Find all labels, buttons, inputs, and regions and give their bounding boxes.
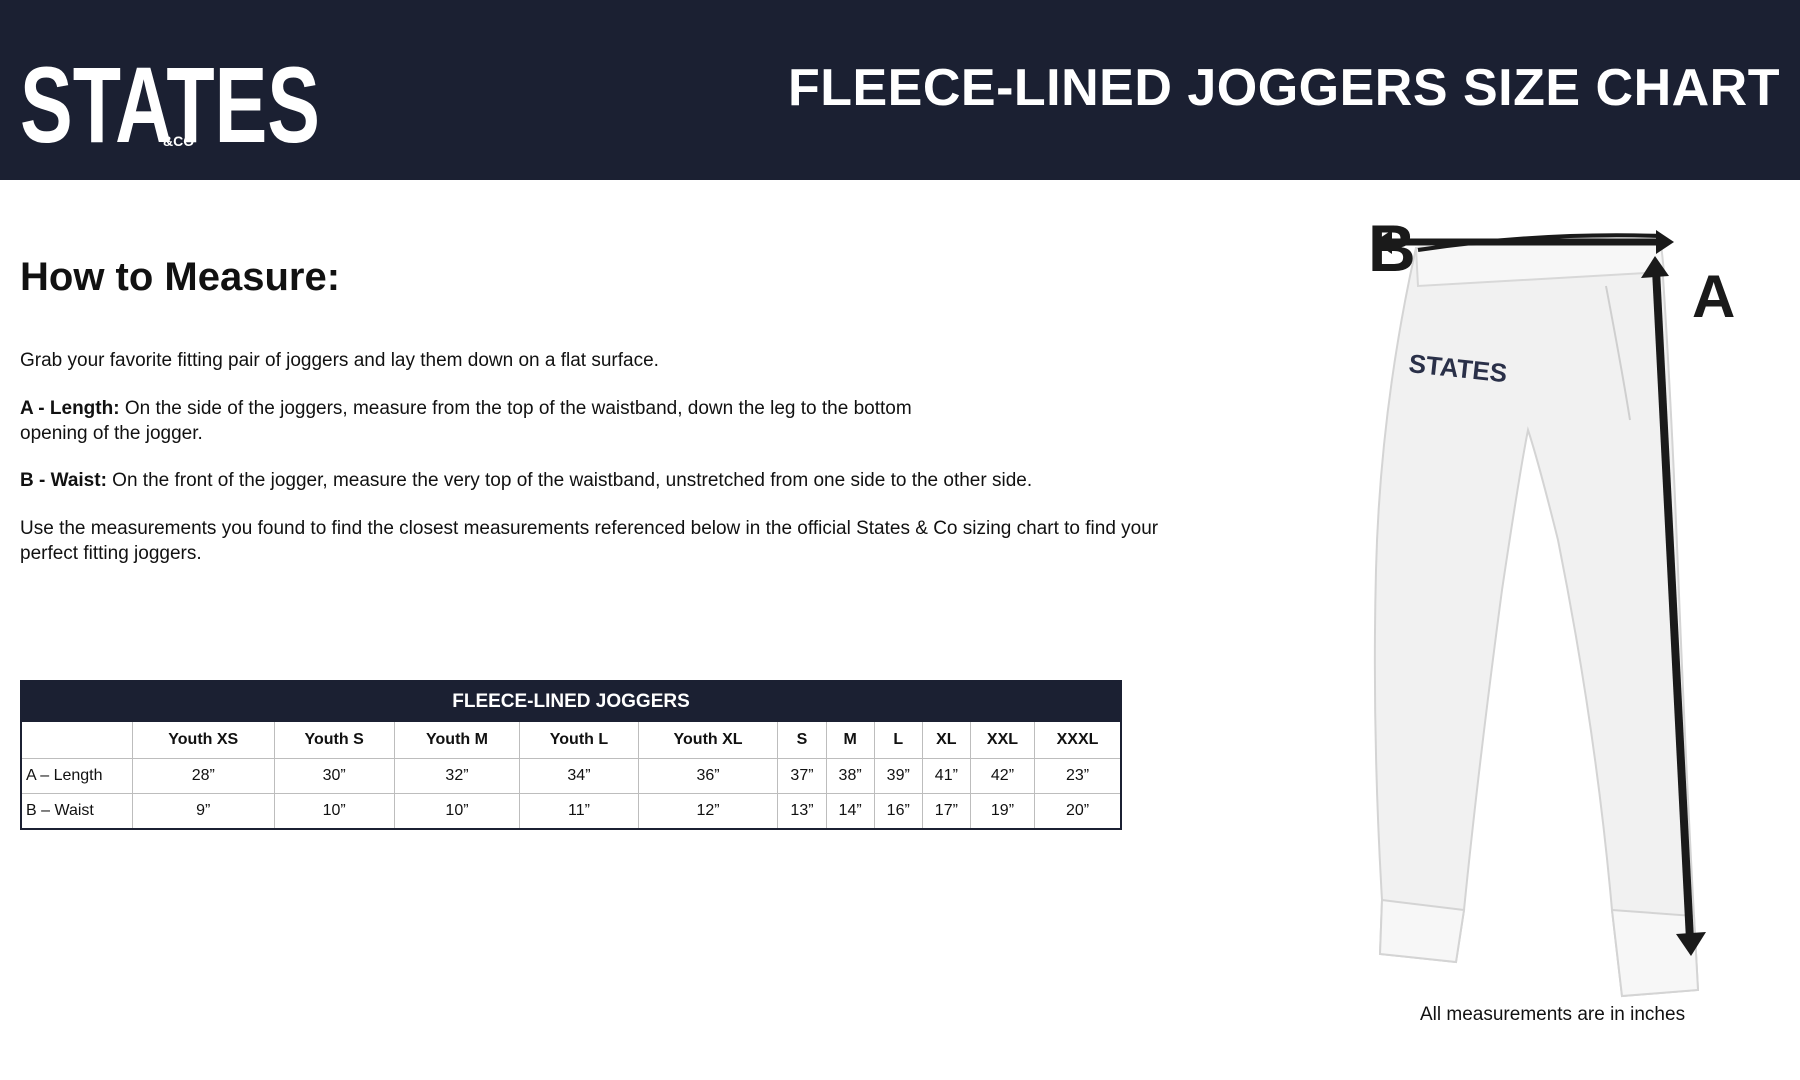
waist-label: B - Waist: — [20, 470, 107, 491]
waist-instruction — [20, 468, 1160, 493]
size-value-cell: 16” — [874, 794, 922, 830]
size-value-cell: 30” — [274, 759, 394, 794]
size-value-cell: 32” — [394, 759, 520, 794]
column-header: Youth L — [520, 722, 638, 759]
size-value-cell: 20” — [1065, 802, 1090, 819]
size-value-cell: 23” — [1035, 759, 1121, 794]
column-header: S — [778, 722, 826, 759]
logo-wordmark: STATES — [20, 44, 320, 150]
row-label: B – Waist — [21, 794, 133, 830]
size-value-cell: 9” — [133, 794, 275, 830]
joggers-shape — [1375, 234, 1698, 996]
how-to-measure-heading: How to Measure: — [20, 255, 341, 299]
column-header: XXXL — [1035, 722, 1121, 759]
table-title: FLEECE-LINED JOGGERS — [21, 681, 1121, 722]
length-text: On the side of the joggers, measure from the top of the waistband, down the leg to the bottom opening of the jogger. — [20, 398, 912, 444]
size-value-cell: 38” — [826, 759, 874, 794]
right-cuff — [1612, 910, 1698, 996]
table-corner-cell — [21, 722, 133, 759]
closing-paragraph: Use the measurements you found to find the closest measurements referenced below in the official States & Co sizing chart to find your perfect fitting joggers. — [20, 518, 1159, 564]
size-value-cell: 37” — [778, 759, 826, 794]
size-value-cell: 42” — [970, 759, 1034, 794]
waist-text: On the front of the jogger, measure the very top of the waistband, unstretched from one side to the other side. — [106, 470, 1033, 491]
size-chart-table — [20, 680, 1122, 830]
logo-subtext: &CO — [163, 133, 195, 149]
column-header: L — [874, 722, 922, 759]
measurement-note: All measurements are in inches — [1420, 1004, 1686, 1025]
label-b: B — [1368, 211, 1416, 285]
left-cuff — [1380, 900, 1464, 962]
header-banner — [0, 0, 1800, 180]
intro-paragraph: Grab your favorite fitting pair of joggers and lay them down on a flat surface. — [20, 350, 659, 371]
size-value-cell: 12” — [638, 794, 778, 830]
row-label: A – Length — [21, 759, 133, 794]
size-value-cell: 17” — [922, 794, 970, 830]
size-value-cell: 41” — [922, 759, 970, 794]
size-value-cell: 11” — [520, 794, 638, 830]
size-value-cell: 39” — [874, 759, 922, 794]
size-value-cell: 19” — [970, 794, 1034, 830]
column-header: Youth M — [394, 722, 520, 759]
size-value-cell: 10” — [274, 794, 394, 830]
logo-graphic — [20, 30, 320, 150]
table-row — [21, 759, 1121, 794]
size-value-cell: 36” — [638, 759, 778, 794]
length-instruction — [20, 396, 980, 446]
length-label: A - Length: — [20, 398, 120, 419]
column-header: M — [826, 722, 874, 759]
column-header: Youth XL — [638, 722, 778, 759]
waist-arrow-right-head — [1656, 230, 1674, 254]
size-value-cell: 28” — [133, 759, 275, 794]
table-body — [21, 759, 1121, 830]
page-title: FLEECE-LINED JOGGERS SIZE CHART — [787, 59, 1780, 117]
pants-logo-print: STATES — [1407, 348, 1509, 389]
size-value-cell: 13” — [778, 794, 826, 830]
table-header-row — [21, 722, 1121, 759]
size-value-cell: 34” — [520, 759, 638, 794]
label-a: A — [1692, 263, 1736, 330]
column-header: XL — [922, 722, 970, 759]
brand-logo — [20, 30, 320, 150]
column-header: Youth S — [274, 722, 394, 759]
table-row — [21, 794, 1121, 830]
size-value-cell: 10” — [394, 794, 520, 830]
column-header: Youth XS — [133, 722, 275, 759]
size-value-cell: 14” — [826, 794, 874, 830]
column-header: XXL — [970, 722, 1034, 759]
